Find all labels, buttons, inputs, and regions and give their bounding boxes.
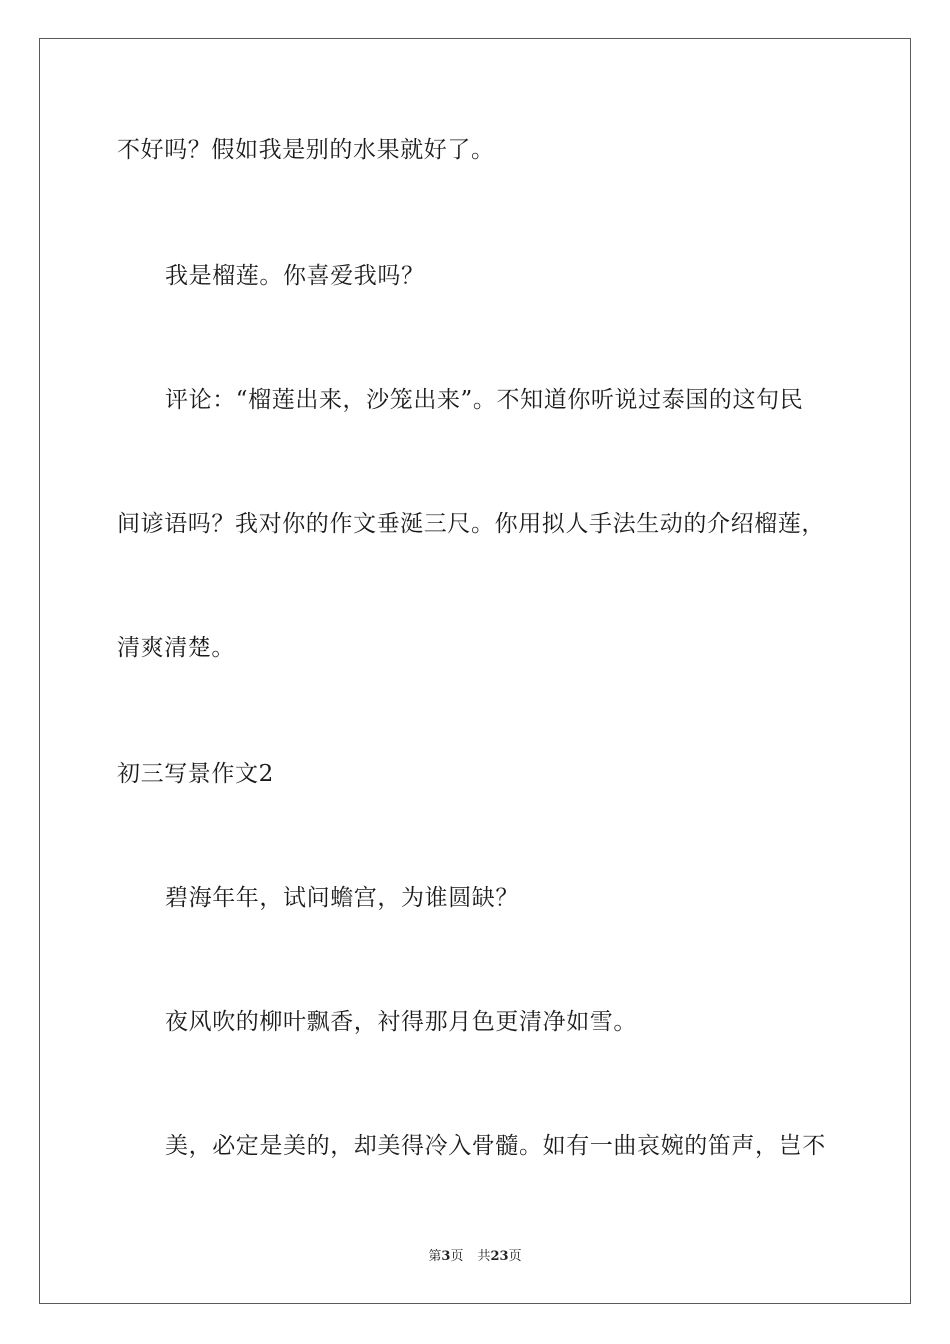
body-text-line: 清爽清楚。: [117, 635, 235, 661]
body-paragraph: 夜风吹的柳叶飘香，衬得那月色更清净如雪。: [165, 1009, 637, 1035]
body-paragraph: 我是榴莲。你喜爱我吗？: [165, 263, 425, 289]
section-heading: 初三写景作文2: [117, 761, 274, 787]
total-prefix: 共: [477, 1249, 491, 1264]
page-number: 3: [441, 1249, 451, 1264]
page-prefix: 第: [428, 1249, 442, 1264]
page-footer: [0, 1248, 950, 1266]
page-suffix: 页: [450, 1249, 464, 1264]
body-paragraph: 碧海年年，试问蟾宫，为谁圆缺？: [165, 885, 519, 911]
total-suffix: 页: [508, 1249, 522, 1264]
total-pages: 23: [490, 1249, 509, 1264]
body-paragraph: 美，必定是美的，却美得冷入骨髓。如有一曲哀婉的笛声，岂不: [165, 1133, 826, 1159]
body-text-line: 不好吗？假如我是别的水果就好了。: [117, 137, 495, 163]
body-text-line: 间谚语吗？我对你的作文垂涎三尺。你用拟人手法生动的介绍榴莲，: [117, 511, 825, 537]
body-paragraph: 评论：“榴莲出来，沙笼出来”。不知道你听说过泰国的这句民: [165, 387, 804, 413]
page-frame: [39, 38, 911, 1304]
